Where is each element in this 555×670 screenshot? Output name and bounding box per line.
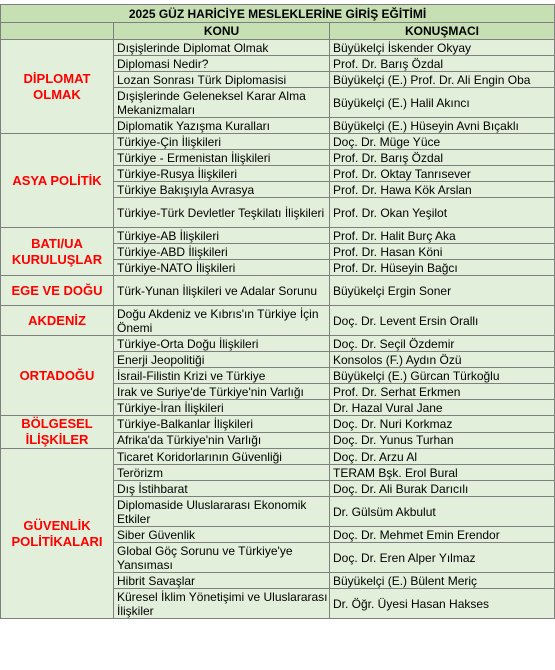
- speaker-cell: Dr. Öğr. Üyesi Hasan Hakses: [330, 589, 555, 619]
- speaker-cell: Prof. Dr. Hasan Köni: [330, 244, 555, 260]
- topic-cell: Türkiye-Orta Doğu İlişkileri: [114, 336, 330, 352]
- speaker-cell: Doç. Dr. Mehmet Emin Erendor: [330, 527, 555, 543]
- topic-cell: Türkiye-İran İlişkileri: [114, 400, 330, 416]
- topic-cell: Global Göç Sorunu ve Türkiye'ye Yansıması: [114, 543, 330, 573]
- topic-cell: Diplomaside Uluslararası Ekonomik Etkiler: [114, 497, 330, 527]
- speaker-cell: Dr. Hazal Vural Jane: [330, 400, 555, 416]
- topic-cell: İsrail-Filistin Krizi ve Türkiye: [114, 368, 330, 384]
- speaker-cell: Prof. Dr. Serhat Erkmen: [330, 384, 555, 400]
- speaker-cell: Büyükelçi (E.) Gürcan Türkoğlu: [330, 368, 555, 384]
- speaker-cell: Prof. Dr. Barış Özdal: [330, 150, 555, 166]
- topic-cell: Terörizm: [114, 465, 330, 481]
- topic-cell: Türk-Yunan İlişkileri ve Adalar Sorunu: [114, 276, 330, 306]
- topic-cell: Hibrit Savaşlar: [114, 573, 330, 589]
- section-label: EGE VE DOĞU: [1, 276, 114, 306]
- speaker-cell: Dr. Gülsüm Akbulut: [330, 497, 555, 527]
- speaker-cell: TERAM Bşk. Erol Bural: [330, 465, 555, 481]
- header-blank: [1, 23, 114, 40]
- topic-cell: Türkiye-Çin İlişkileri: [114, 134, 330, 150]
- speaker-cell: Doç. Dr. Nuri Korkmaz: [330, 416, 555, 433]
- speaker-cell: Doç. Dr. Müge Yüce: [330, 134, 555, 150]
- speaker-cell: Doç. Dr. Arzu Al: [330, 449, 555, 465]
- schedule-table: [0, 4, 555, 619]
- section-label: ORTADOĞU: [1, 336, 114, 416]
- speaker-cell: Prof. Dr. Oktay Tanrısever: [330, 166, 555, 182]
- topic-cell: Diplomatik Yazışma Kuralları: [114, 118, 330, 134]
- table-row: [1, 134, 555, 150]
- speaker-cell: Doç. Dr. Yunus Turhan: [330, 432, 555, 449]
- topic-cell: Türkiye-Türk Devletler Teşkilatı İlişkileri: [114, 198, 330, 228]
- table-title: 2025 GÜZ HARİCİYE MESLEKLERİNE GİRİŞ EĞİTİMİ: [1, 5, 555, 23]
- header-speaker: KONUŞMACI: [330, 23, 555, 40]
- topic-cell: Dış İstihbarat: [114, 481, 330, 497]
- speaker-cell: Büyükelçi (E.) Hüseyin Avni Bıçaklı: [330, 118, 555, 134]
- table-row: [1, 449, 555, 465]
- topic-cell: Türkiye-NATO İlişkileri: [114, 260, 330, 276]
- speaker-cell: Prof. Dr. Halit Burç Aka: [330, 228, 555, 244]
- topic-cell: Afrika'da Türkiye'nin Varlığı: [114, 432, 330, 449]
- table-row: [1, 40, 555, 56]
- table-row: [1, 276, 555, 306]
- topic-cell: Türkiye-Rusya İlişkileri: [114, 166, 330, 182]
- topic-cell: Türkiye Bakışıyla Avrasya: [114, 182, 330, 198]
- speaker-cell: Doç. Dr. Eren Alper Yılmaz: [330, 543, 555, 573]
- speaker-cell: Prof. Dr. Hüseyin Bağcı: [330, 260, 555, 276]
- topic-cell: Türkiye-AB İlişkileri: [114, 228, 330, 244]
- section-label: AKDENİZ: [1, 306, 114, 336]
- table-row: [1, 228, 555, 244]
- topic-cell: Dışişlerinde Geleneksel Karar Alma Mekanizmaları: [114, 88, 330, 118]
- topic-cell: Dışişlerinde Diplomat Olmak: [114, 40, 330, 56]
- speaker-cell: Prof. Dr. Barış Özdal: [330, 56, 555, 72]
- section-label: BÖLGESEL İLİŞKİLER: [1, 416, 114, 449]
- speaker-cell: Konsolos (F.) Aydın Özü: [330, 352, 555, 368]
- speaker-cell: Doç. Dr. Seçil Özdemir: [330, 336, 555, 352]
- section-label: DİPLOMAT OLMAK: [1, 40, 114, 134]
- speaker-cell: Doç. Dr. Ali Burak Darıcılı: [330, 481, 555, 497]
- section-label: GÜVENLİK POLİTİKALARI: [1, 449, 114, 619]
- topic-cell: Türkiye - Ermenistan İlişkileri: [114, 150, 330, 166]
- speaker-cell: Prof. Dr. Hawa Kök Arslan: [330, 182, 555, 198]
- topic-cell: Ticaret Koridorlarının Güvenliği: [114, 449, 330, 465]
- topic-cell: Doğu Akdeniz ve Kıbrıs'ın Türkiye İçin Önemi: [114, 306, 330, 336]
- topic-cell: Türkiye-Balkanlar İlişkileri: [114, 416, 330, 433]
- speaker-cell: Büyükelçi (E.) Prof. Dr. Ali Engin Oba: [330, 72, 555, 88]
- speaker-cell: Büyükelçi (E.) Bülent Meriç: [330, 573, 555, 589]
- speaker-cell: Prof. Dr. Okan Yeşilot: [330, 198, 555, 228]
- table-row: [1, 336, 555, 352]
- section-label: ASYA POLİTİK: [1, 134, 114, 228]
- speaker-cell: Büyükelçi İskender Okyay: [330, 40, 555, 56]
- header-topic: KONU: [114, 23, 330, 40]
- table-row: [1, 306, 555, 336]
- table-body: [1, 40, 555, 619]
- speaker-cell: Büyükelçi Ergin Soner: [330, 276, 555, 306]
- topic-cell: Küresel İklim Yönetişimi ve Uluslararası İlişkiler: [114, 589, 330, 619]
- topic-cell: Irak ve Suriye'de Türkiye'nin Varlığı: [114, 384, 330, 400]
- speaker-cell: Büyükelçi (E.) Halil Akıncı: [330, 88, 555, 118]
- topic-cell: Siber Güvenlik: [114, 527, 330, 543]
- speaker-cell: Doç. Dr. Levent Ersin Orallı: [330, 306, 555, 336]
- topic-cell: Diplomasi Nedir?: [114, 56, 330, 72]
- section-label: BATI/UA KURULUŞLAR: [1, 228, 114, 276]
- table-row: [1, 416, 555, 433]
- topic-cell: Türkiye-ABD İlişkileri: [114, 244, 330, 260]
- topic-cell: Lozan Sonrası Türk Diplomasisi: [114, 72, 330, 88]
- topic-cell: Enerji Jeopolitiği: [114, 352, 330, 368]
